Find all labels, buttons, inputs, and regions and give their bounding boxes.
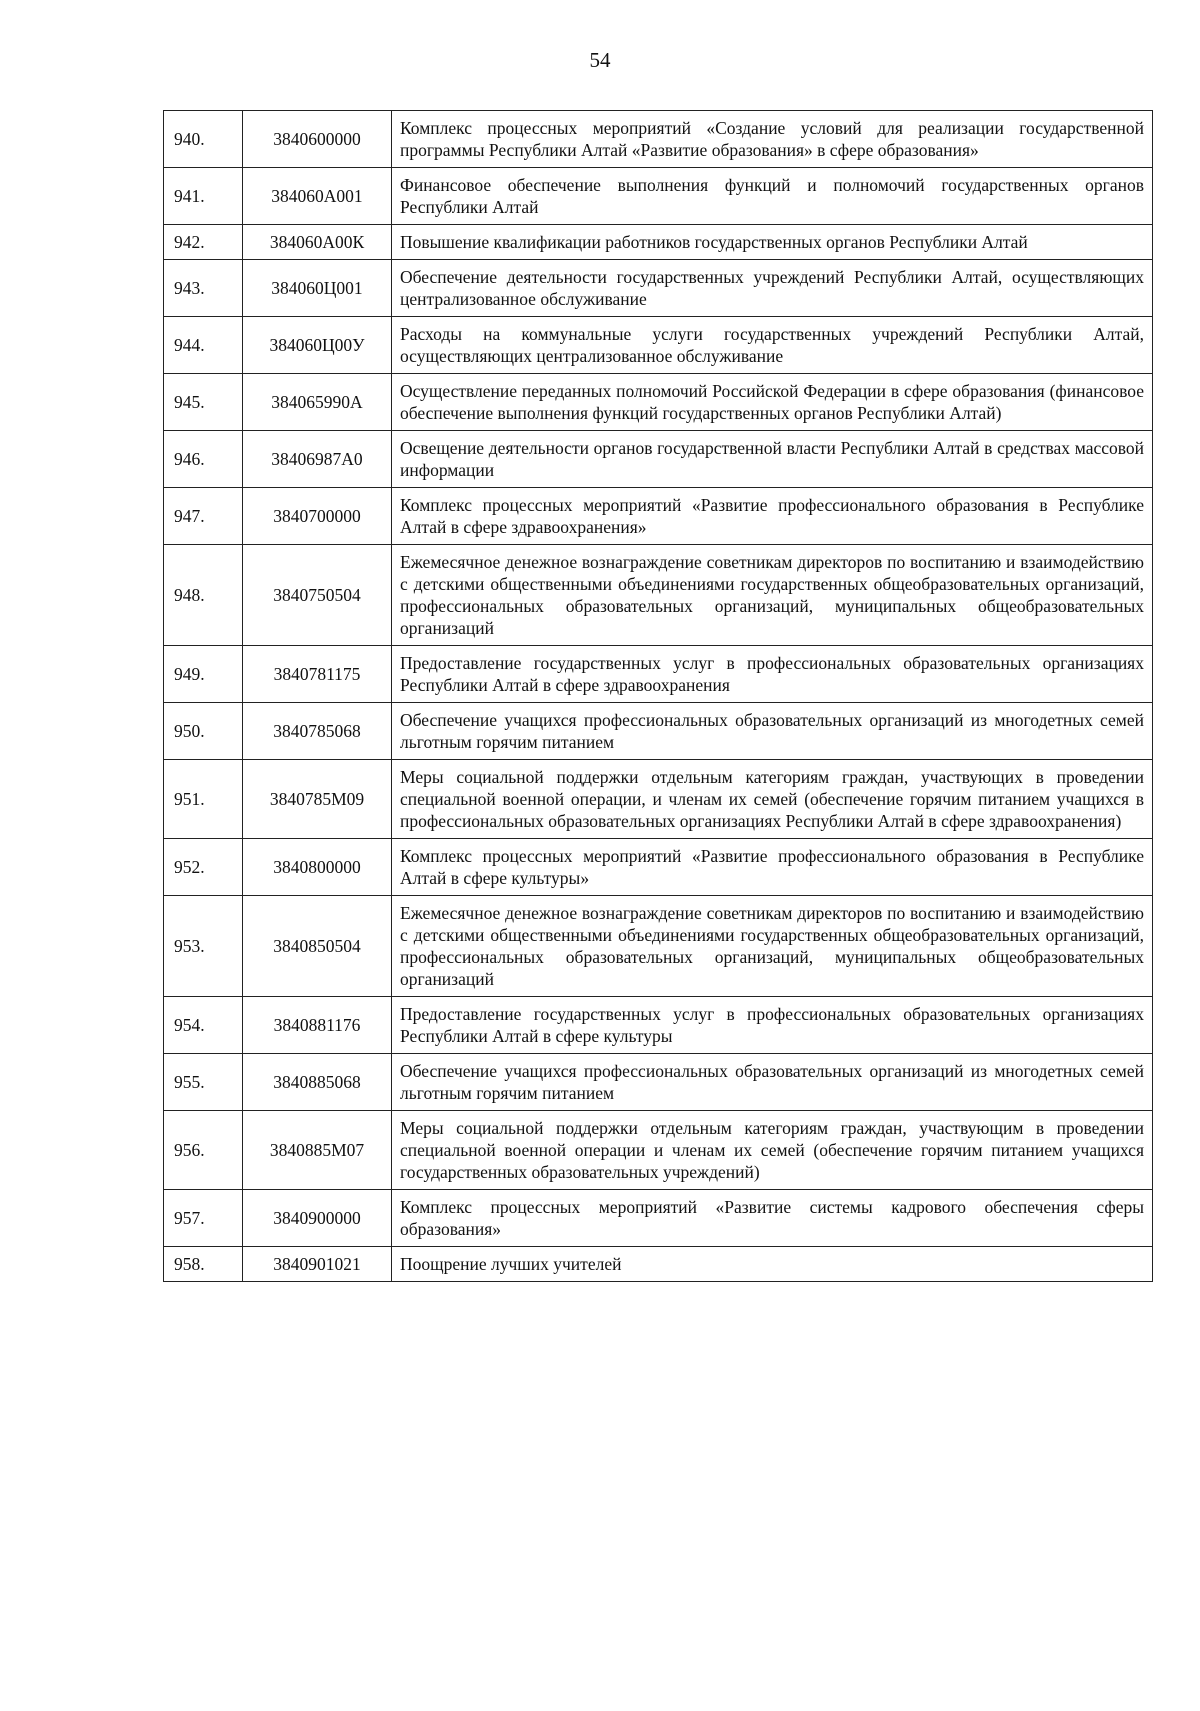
row-code: 3840750504 bbox=[243, 545, 392, 646]
row-description: Предоставление государственных услуг в профессиональных образовательных организациях Республики Алтай в сфере здравоохранения bbox=[392, 646, 1153, 703]
row-code: 384065990А bbox=[243, 374, 392, 431]
row-code: 38406987А0 bbox=[243, 431, 392, 488]
table-row bbox=[164, 317, 1153, 374]
table-row bbox=[164, 374, 1153, 431]
row-code: 3840850504 bbox=[243, 896, 392, 997]
row-number: 942. bbox=[164, 225, 243, 260]
row-code: 3840881176 bbox=[243, 997, 392, 1054]
table-row bbox=[164, 703, 1153, 760]
row-description: Расходы на коммунальные услуги государственных учреждений Республики Алтай, осуществляющих централизованное обслуживание bbox=[392, 317, 1153, 374]
row-number: 957. bbox=[164, 1190, 243, 1247]
row-number: 947. bbox=[164, 488, 243, 545]
row-code: 3840781175 bbox=[243, 646, 392, 703]
table-row bbox=[164, 839, 1153, 896]
row-description: Комплекс процессных мероприятий «Развитие системы кадрового обеспечения сферы образования» bbox=[392, 1190, 1153, 1247]
table-row bbox=[164, 760, 1153, 839]
row-code: 384060Ц00У bbox=[243, 317, 392, 374]
row-number: 951. bbox=[164, 760, 243, 839]
row-number: 944. bbox=[164, 317, 243, 374]
row-description: Ежемесячное денежное вознаграждение советникам директоров по воспитанию и взаимодействию с детскими общественными объединениями государственных общеобразовательных организаций, профессиональных образовательных организаций, муниципальных общеобразовательных организаций bbox=[392, 545, 1153, 646]
row-description: Предоставление государственных услуг в профессиональных образовательных организациях Республики Алтай в сфере культуры bbox=[392, 997, 1153, 1054]
row-number: 940. bbox=[164, 111, 243, 168]
row-number: 950. bbox=[164, 703, 243, 760]
row-code: 3840901021 bbox=[243, 1247, 392, 1282]
row-number: 952. bbox=[164, 839, 243, 896]
table-row bbox=[164, 1111, 1153, 1190]
row-code: 384060А00К bbox=[243, 225, 392, 260]
row-number: 958. bbox=[164, 1247, 243, 1282]
table-row bbox=[164, 1054, 1153, 1111]
row-description: Меры социальной поддержки отдельным категориям граждан, участвующих в проведении специальной военной операции, и членам их семей (обеспечение горячим питанием учащихся в профессиональных образовательных организациях Республики Алтай в сфере здравоохранения) bbox=[392, 760, 1153, 839]
row-description: Комплекс процессных мероприятий «Создание условий для реализации государственной программы Республики Алтай «Развитие образования» в сфере образования» bbox=[392, 111, 1153, 168]
table-row bbox=[164, 1247, 1153, 1282]
row-number: 946. bbox=[164, 431, 243, 488]
budget-classification-table bbox=[163, 110, 1153, 1282]
table-row bbox=[164, 111, 1153, 168]
row-description: Освещение деятельности органов государственной власти Республики Алтай в средствах массовой информации bbox=[392, 431, 1153, 488]
row-code: 384060А001 bbox=[243, 168, 392, 225]
row-code: 3840785068 bbox=[243, 703, 392, 760]
row-number: 948. bbox=[164, 545, 243, 646]
row-number: 956. bbox=[164, 1111, 243, 1190]
row-number: 955. bbox=[164, 1054, 243, 1111]
table-row bbox=[164, 646, 1153, 703]
row-code: 3840600000 bbox=[243, 111, 392, 168]
row-number: 953. bbox=[164, 896, 243, 997]
row-description: Меры социальной поддержки отдельным категориям граждан, участвующим в проведении специальной военной операции и членам их семей (обеспечение горячим питанием учащихся государственных образовательных учреждений) bbox=[392, 1111, 1153, 1190]
table-body bbox=[164, 111, 1153, 1282]
table-row bbox=[164, 997, 1153, 1054]
table-row bbox=[164, 896, 1153, 997]
row-description: Ежемесячное денежное вознаграждение советникам директоров по воспитанию и взаимодействию с детскими общественными объединениями государственных общеобразовательных организаций, профессиональных образовательных организаций, муниципальных общеобразовательных организаций bbox=[392, 896, 1153, 997]
row-description: Поощрение лучших учителей bbox=[392, 1247, 1153, 1282]
table-row bbox=[164, 260, 1153, 317]
row-description: Обеспечение учащихся профессиональных образовательных организаций из многодетных семей льготным горячим питанием bbox=[392, 1054, 1153, 1111]
table-row bbox=[164, 431, 1153, 488]
table-row bbox=[164, 1190, 1153, 1247]
row-description: Финансовое обеспечение выполнения функций и полномочий государственных органов Республики Алтай bbox=[392, 168, 1153, 225]
table-row bbox=[164, 168, 1153, 225]
row-number: 949. bbox=[164, 646, 243, 703]
row-number: 945. bbox=[164, 374, 243, 431]
table-row bbox=[164, 488, 1153, 545]
table-row bbox=[164, 225, 1153, 260]
table-row bbox=[164, 545, 1153, 646]
row-description: Комплекс процессных мероприятий «Развитие профессионального образования в Республике Алтай в сфере культуры» bbox=[392, 839, 1153, 896]
row-number: 954. bbox=[164, 997, 243, 1054]
row-number: 943. bbox=[164, 260, 243, 317]
row-description: Осуществление переданных полномочий Российской Федерации в сфере образования (финансовое обеспечение выполнения функций государственных органов Республики Алтай) bbox=[392, 374, 1153, 431]
row-description: Повышение квалификации работников государственных органов Республики Алтай bbox=[392, 225, 1153, 260]
row-description: Обеспечение деятельности государственных учреждений Республики Алтай, осуществляющих централизованное обслуживание bbox=[392, 260, 1153, 317]
page-number: 54 bbox=[589, 48, 611, 72]
row-description: Комплекс процессных мероприятий «Развитие профессионального образования в Республике Алтай в сфере здравоохранения» bbox=[392, 488, 1153, 545]
row-code: 384060Ц001 bbox=[243, 260, 392, 317]
row-description: Обеспечение учащихся профессиональных образовательных организаций из многодетных семей льготным горячим питанием bbox=[392, 703, 1153, 760]
row-code: 3840885М07 bbox=[243, 1111, 392, 1190]
row-code: 3840800000 bbox=[243, 839, 392, 896]
row-code: 3840700000 bbox=[243, 488, 392, 545]
row-code: 3840785М09 bbox=[243, 760, 392, 839]
row-code: 3840885068 bbox=[243, 1054, 392, 1111]
row-code: 3840900000 bbox=[243, 1190, 392, 1247]
row-number: 941. bbox=[164, 168, 243, 225]
